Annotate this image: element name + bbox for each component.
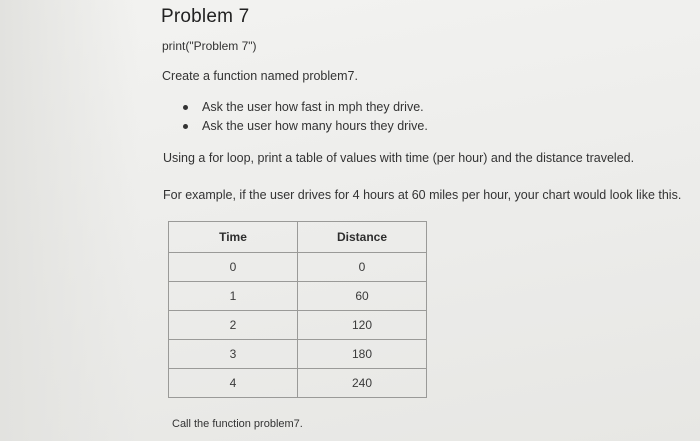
requirements-list — [180, 98, 428, 136]
distance-cell: 240 — [298, 369, 427, 398]
intro-text: Create a function named problem7. — [162, 69, 358, 83]
table-row — [169, 311, 427, 340]
distance-cell: 0 — [298, 253, 427, 282]
list-item — [180, 98, 428, 117]
bullet-icon — [183, 124, 188, 129]
header-time: Time — [169, 222, 298, 253]
time-cell: 3 — [169, 340, 298, 369]
example-description: For example, if the user drives for 4 hours at 60 miles per hour, your chart would look like this. — [163, 188, 682, 202]
table-row — [169, 369, 427, 398]
closing-instruction: Call the function problem7. — [172, 418, 303, 430]
time-cell: 0 — [169, 253, 298, 282]
page-shadow — [0, 0, 140, 441]
table-row — [169, 340, 427, 369]
print-statement: print("Problem 7") — [162, 39, 257, 53]
example-table — [168, 221, 427, 398]
time-cell: 2 — [169, 311, 298, 340]
table-row — [169, 253, 427, 282]
distance-cell: 120 — [298, 311, 427, 340]
list-item — [180, 117, 428, 136]
page-title: Problem 7 — [161, 6, 250, 27]
table-row — [169, 282, 427, 311]
bullet-icon — [183, 105, 188, 110]
list-item-text: Ask the user how many hours they drive. — [202, 119, 428, 133]
list-item-text: Ask the user how fast in mph they drive. — [202, 100, 424, 114]
loop-instructions: Using a for loop, print a table of values with time (per hour) and the distance traveled. — [163, 151, 635, 165]
table-header-row — [169, 222, 427, 253]
distance-cell: 180 — [298, 340, 427, 369]
time-cell: 1 — [169, 282, 298, 311]
time-cell: 4 — [169, 369, 298, 398]
header-distance: Distance — [298, 222, 427, 253]
distance-cell: 60 — [298, 282, 427, 311]
